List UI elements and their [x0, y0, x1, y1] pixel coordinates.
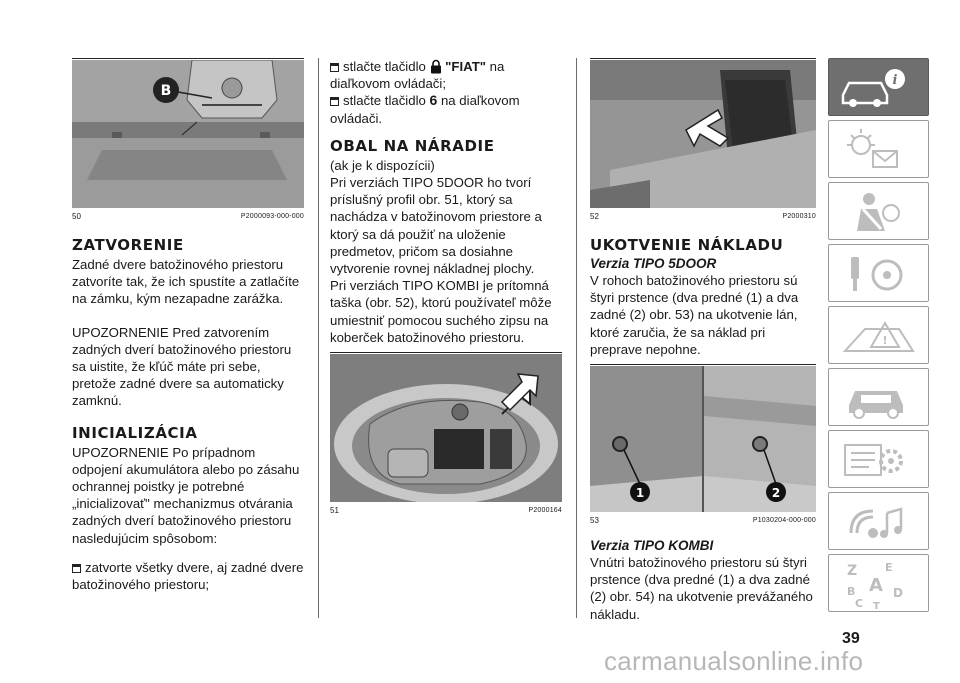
- figure-51-rule: [330, 352, 562, 353]
- figure-number: 52: [590, 212, 599, 221]
- tab-emergency[interactable]: [828, 306, 929, 364]
- kombi-bag-illustration: [590, 60, 816, 208]
- svg-text:B: B: [847, 585, 856, 598]
- figure-51-image: [330, 354, 562, 502]
- multimedia-icon: [829, 493, 930, 551]
- heading-cargo-anchoring: UKOTVENIE NÁKLADU: [590, 236, 784, 254]
- anchor-rings-illustration: [590, 366, 816, 512]
- column-3: [590, 58, 816, 623]
- bullet-item-fiat-button: stlačte tlačidlo "FIAT" na diaľkovom ovládači;: [330, 59, 505, 92]
- tailgate-latch-illustration: [72, 60, 304, 208]
- spare-wheel-well-illustration: [330, 354, 562, 502]
- svg-text:B: B: [160, 83, 172, 99]
- subheading-availability: (ak je k dispozícii): [330, 157, 435, 173]
- bullet-item-key-button: stlačte tlačidlo 6 na diaľkovom ovládači.: [330, 92, 520, 126]
- tab-multimedia[interactable]: [828, 492, 929, 550]
- warning-lights-mail-icon: [829, 121, 930, 179]
- heading-tool-bag: OBAL NA NÁRADIE: [330, 136, 495, 155]
- svg-text:D: D: [893, 586, 903, 600]
- seatbelt-airbag-icon: [829, 183, 930, 241]
- svg-text:T: T: [873, 601, 880, 612]
- figure-52-image: [590, 60, 816, 208]
- paragraph-kombi: Vnútri batožinového priestoru sú štyri prstence (dva predné (1) a dva zadné (2) obr. 54) na ukotvenie prevážaného nákladu.: [590, 555, 813, 622]
- figure-52-rule: [590, 58, 816, 59]
- paragraph-closing: Zadné dvere batožinového priestoru zatvoríte tak, že ich spustíte a zatlačíte na zámku, kým nezapadne zarážka.: [72, 257, 300, 307]
- heading-closing: ZATVORENIE: [72, 236, 184, 254]
- svg-text:A: A: [869, 575, 883, 596]
- tab-safety-warnings[interactable]: [828, 120, 929, 178]
- paragraph-warning: UPOZORNENIE Pred zatvorením zadných dverí batožinového priestoru sa uistite, že kľúč máte pri sebe, pretože zadné dvere sa automaticky zamknú.: [72, 324, 292, 409]
- paragraph-5door: V rohoch batožinového priestoru sú štyri prstence (dva predné (1) a dva zadné (2) obr. 53) na ukotvenie lán, ktoré zaručia, že sa náklad pri preprave nepohne.: [590, 273, 799, 357]
- figure-code: P1030204-000-000: [752, 517, 816, 525]
- paragraph-initialization: UPOZORNENIE Po prípadnom odpojení akumulátora alebo po zásahu ochrannej poistky je potrebné „inicializovať" mechanizmus otvárania zadných dverí batožinového priestoru nasledujúcim spôsobom:: [72, 444, 300, 546]
- column-1: [72, 58, 304, 593]
- watermark: carmanualsonline.info: [604, 646, 864, 676]
- chapter-tabs: [828, 58, 929, 616]
- tab-maintenance[interactable]: [828, 368, 929, 426]
- svg-text:E: E: [885, 561, 893, 574]
- bullet-item-close-doors: zatvorte všetky dvere, aj zadné dvere batožinového priestoru;: [72, 559, 304, 593]
- svg-text:1: 1: [635, 486, 645, 501]
- column-2: [330, 58, 562, 516]
- car-service-icon: [829, 369, 930, 427]
- road-warning-icon: [829, 307, 930, 365]
- figure-code: P2000093-000-000: [240, 213, 304, 220]
- tab-index[interactable]: [828, 554, 929, 612]
- subheading-5door: Verzia TIPO 5DOOR: [590, 256, 717, 271]
- figure-50-image: [72, 60, 304, 208]
- column-divider-2: [576, 58, 577, 618]
- svg-text:!: !: [882, 334, 888, 347]
- figure-51-caption: [330, 506, 562, 516]
- svg-text:2: 2: [771, 486, 781, 501]
- alphabetical-index-icon: [829, 555, 930, 613]
- page-number: 39: [842, 630, 860, 647]
- figure-53-image: [590, 366, 816, 512]
- figure-number: 51: [330, 506, 339, 516]
- top-rule: [72, 58, 304, 59]
- figure-number: 50: [72, 212, 81, 221]
- lock-icon: [430, 59, 442, 74]
- bullet-icon: [330, 97, 339, 106]
- figure-code: P2000164: [528, 507, 562, 515]
- svg-text:C: C: [855, 597, 864, 610]
- column-divider-1: [318, 58, 319, 618]
- subheading-kombi: Verzia TIPO KOMBI: [590, 538, 714, 554]
- tab-starting-driving[interactable]: [828, 244, 929, 302]
- tab-dashboard[interactable]: [828, 58, 929, 116]
- key-steering-wheel-icon: [829, 245, 930, 303]
- svg-text:i: i: [892, 73, 898, 88]
- car-info-icon: [829, 59, 930, 117]
- figure-53-rule: [590, 364, 816, 365]
- tab-safety[interactable]: [828, 182, 929, 240]
- figure-53-caption: [590, 516, 816, 526]
- bullet-icon: [72, 564, 81, 573]
- paragraph-tool-bag-kombi: Pri verziách TIPO KOMBI je prítomná taška (obr. 52), ktorú používateľ môže umiestniť pomocou suchého zipsu na koberček batožinového priestoru.: [330, 278, 552, 345]
- tailgate-button-icon: 6: [429, 92, 438, 109]
- bullet-icon: [330, 63, 339, 72]
- svg-text:Z: Z: [847, 563, 858, 579]
- figure-52-caption: [590, 212, 816, 222]
- figure-number: 53: [590, 516, 599, 526]
- figure-code: P2000310: [782, 213, 816, 220]
- technical-gears-icon: [829, 431, 930, 489]
- tab-technical-data[interactable]: [828, 430, 929, 488]
- heading-initialization: INICIALIZÁCIA: [72, 423, 198, 442]
- figure-50-caption: [72, 212, 304, 222]
- paragraph-tool-bag-5door: Pri verziách TIPO 5DOOR ho tvorí príslušný profil obr. 51, ktorý sa nachádza v batožinovom priestore a ktorý sa dá použiť na uloženie predmetov, pričom sa dosiahne vytvorenie rovnej nákladnej plochy.: [330, 175, 542, 277]
